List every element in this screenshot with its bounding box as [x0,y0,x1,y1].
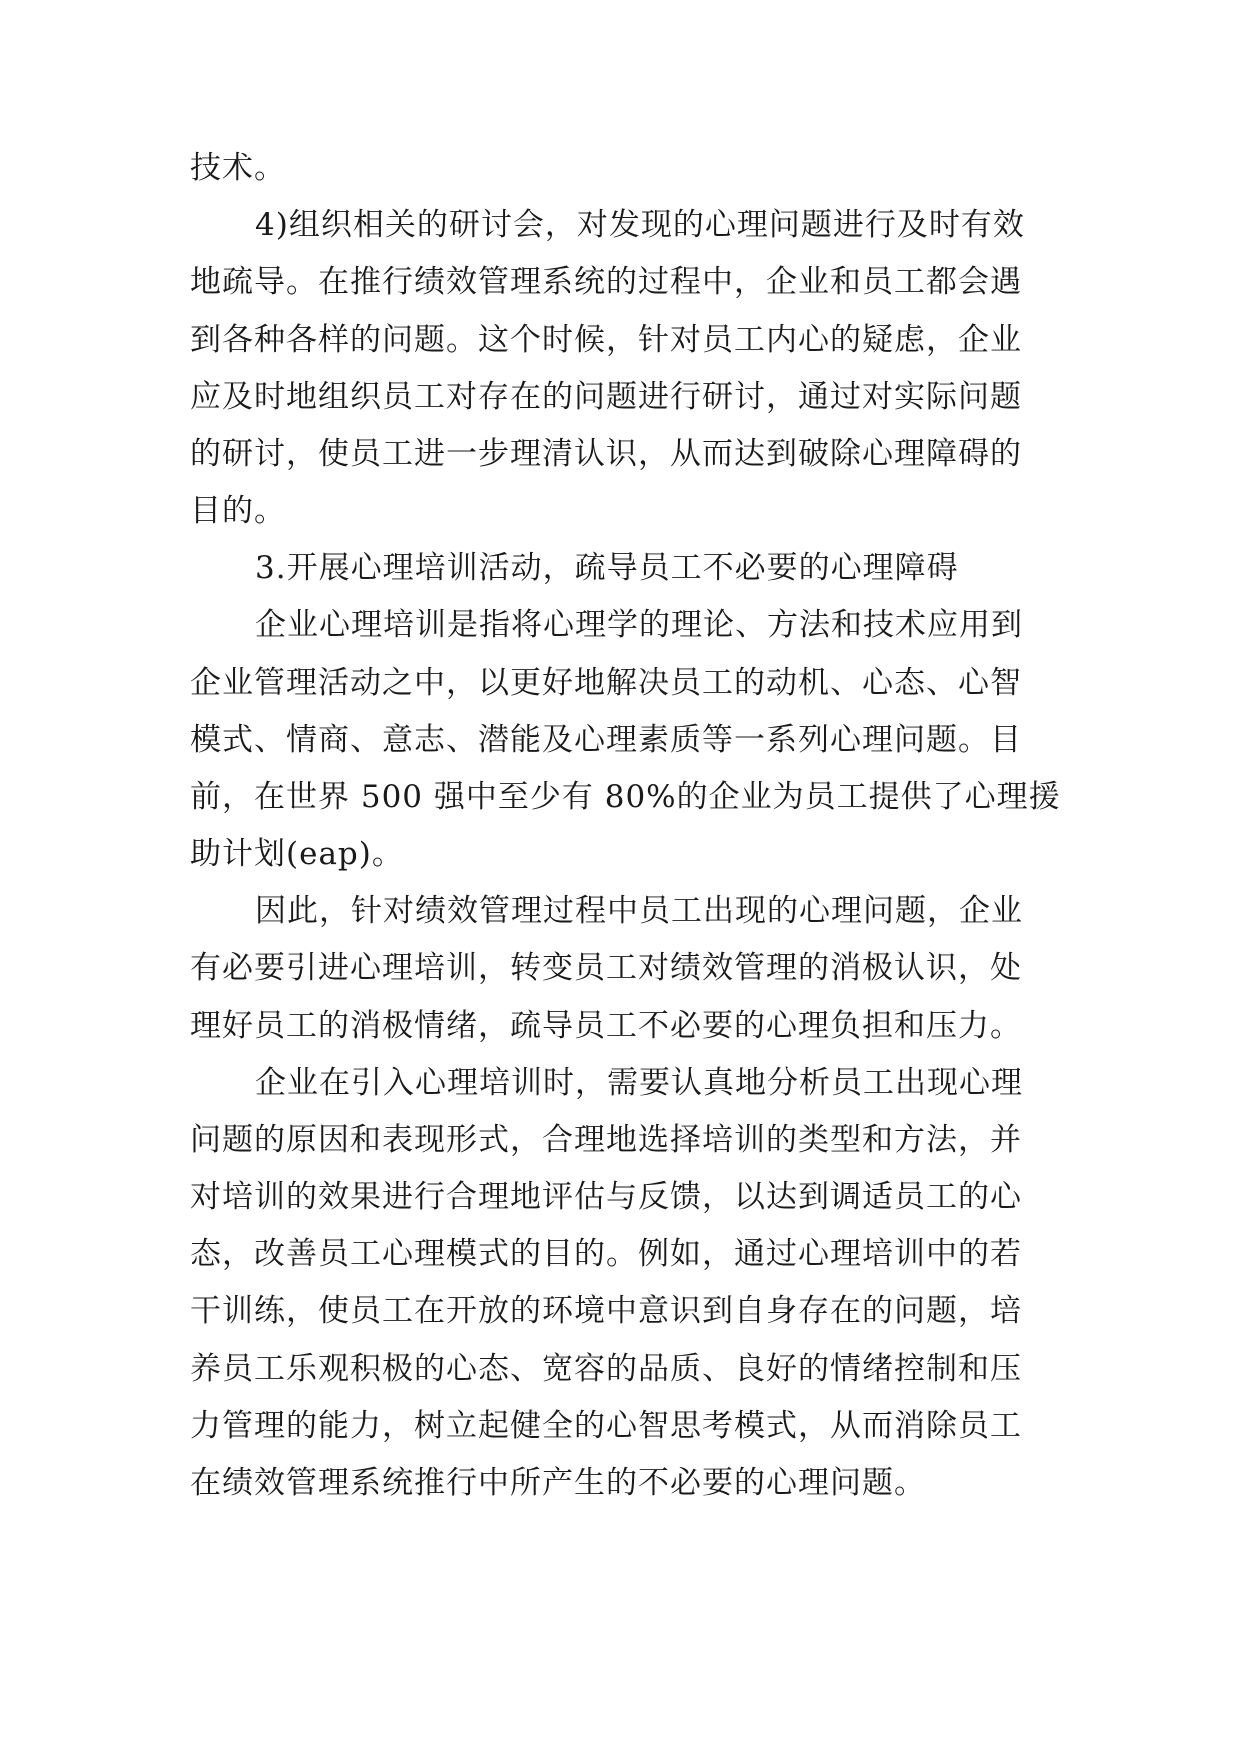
text-line: 技术。 [190,150,286,186]
text-line: 理好员工的消极情绪，疏导员工不必要的心理负担和压力。 [190,1008,1022,1044]
text-line: 企业心理培训是指将心理学的理论、方法和技术应用到 [255,607,1023,643]
section-heading: 3.开展心理培训活动，疏导员工不必要的心理障碍 [255,550,959,586]
text-line: 态，改善员工心理模式的目的。例如，通过心理培训中的若 [190,1236,1022,1272]
text-line: 模式、情商、意志、潜能及心理素质等一系列心理问题。目 [190,722,1022,758]
text-line: 企业管理活动之中，以更好地解决员工的动机、心态、心智 [190,665,1022,701]
text-line: 助计划(eap)。 [190,836,404,872]
text-line: 在绩效管理系统推行中所产生的不必要的心理问题。 [190,1465,926,1501]
text-line: 有必要引进心理培训，转变员工对绩效管理的消极认识，处 [190,950,1022,986]
text-line: 干训练，使员工在开放的环境中意识到自身存在的问题，培 [190,1293,1022,1329]
text-line: 问题的原因和表现形式，合理地选择培训的类型和方法，并 [190,1122,1022,1158]
text-line: 对培训的效果进行合理地评估与反馈，以达到调适员工的心 [190,1179,1022,1215]
text-line: 前，在世界 500 强中至少有 80%的企业为员工提供了心理援 [190,779,1061,815]
text-line: 目的。 [190,493,286,529]
text-line: 应及时地组织员工对存在的问题进行研讨，通过对实际问题 [190,379,1022,415]
text-line: 4)组织相关的研讨会，对发现的心理问题进行及时有效 [255,207,1025,243]
text-line: 到各种各样的问题。这个时候，针对员工内心的疑虑，企业 [190,322,1022,358]
text-line: 的研讨，使员工进一步理清认识，从而达到破除心理障碍的 [190,436,1022,472]
text-line: 力管理的能力，树立起健全的心智思考模式，从而消除员工 [190,1408,1022,1444]
text-line: 地疏导。在推行绩效管理系统的过程中，企业和员工都会遇 [190,264,1022,300]
text-line: 企业在引入心理培训时，需要认真地分析员工出现心理 [255,1065,1023,1101]
text-line: 因此，针对绩效管理过程中员工出现的心理问题，企业 [255,893,1023,929]
text-line: 养员工乐观积极的心态、宽容的品质、良好的情绪控制和压 [190,1351,1022,1387]
